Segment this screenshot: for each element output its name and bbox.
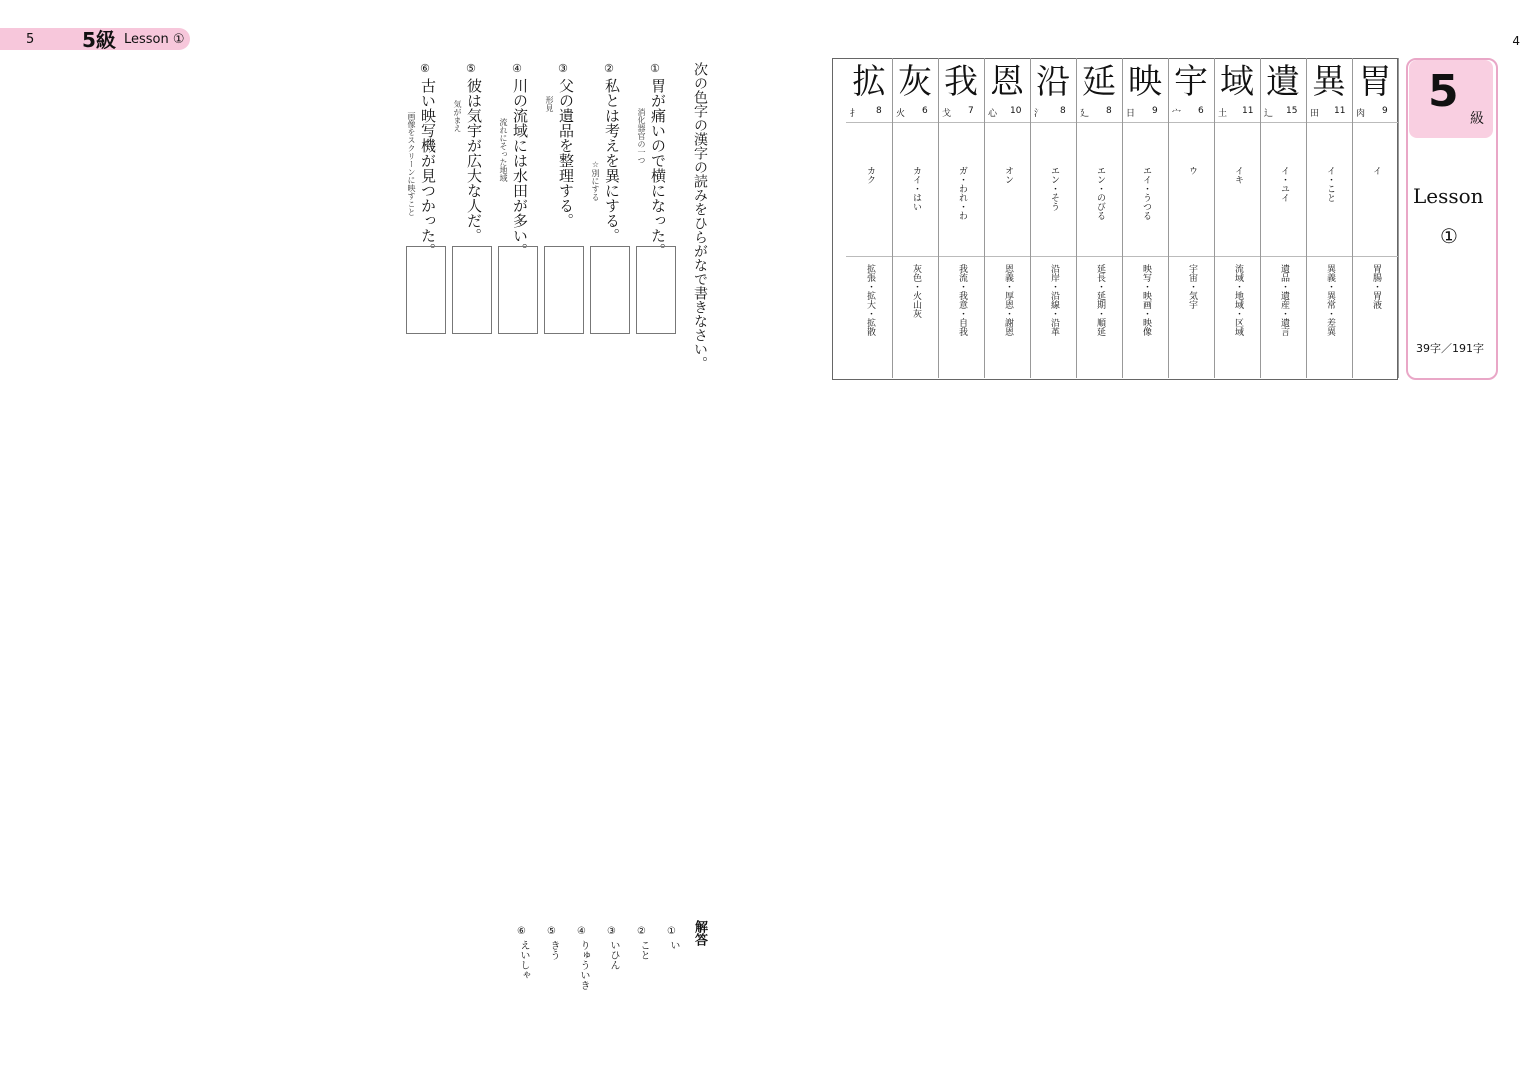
kanji-strokes: 11	[1242, 106, 1254, 116]
kanji-examples: 胃腸・胃液	[1371, 264, 1381, 309]
kanji-radical: 氵	[1034, 109, 1044, 119]
kanji-reading: イ・こと	[1325, 166, 1335, 202]
grade-label: 5級	[82, 28, 116, 52]
answer-key-number: ③	[606, 926, 617, 937]
right-page-number: 4	[1512, 34, 1520, 48]
lesson-count: 39字／191字	[1416, 342, 1484, 355]
kanji-strokes: 8	[1060, 106, 1066, 116]
kanji-radical: 辶	[1264, 109, 1274, 119]
kanji-examples: 拡張・拡大・拡散	[865, 264, 875, 336]
kanji-examples: 延長・延期・順延	[1095, 264, 1105, 336]
kanji-examples: 異義・異常・差異	[1325, 264, 1335, 336]
kanji-examples: 我流・我意・自我	[957, 264, 967, 336]
kanji-char: 灰	[898, 62, 932, 102]
answer-key-text: りゅういき	[578, 940, 589, 990]
kanji-cell	[1260, 58, 1307, 378]
left-page	[0, 0, 760, 1084]
kanji-cell	[1214, 58, 1261, 378]
kanji-char: 映	[1128, 62, 1162, 102]
kanji-cell	[846, 58, 893, 378]
kanji-strokes: 10	[1010, 106, 1022, 116]
lesson-number: ①	[1440, 224, 1458, 248]
question-text: 古い映写機が見つかった。	[419, 78, 437, 258]
answer-box[interactable]	[452, 246, 492, 334]
instruction: 次の色字の漢字の読みをひらがなで書きなさい。	[692, 62, 708, 370]
kanji-examples: 流域・地域・区域	[1233, 264, 1243, 336]
kanji-char: 沿	[1036, 62, 1070, 102]
kanji-strokes: 8	[1106, 106, 1112, 116]
kanji-strokes: 6	[922, 106, 928, 116]
question-text: 父の遺品を整理する。	[557, 78, 575, 228]
kanji-char: 我	[944, 62, 978, 102]
kanji-examples: 遺品・遺産・遺言	[1279, 264, 1289, 336]
question-text: 私とは考えを異にする。	[603, 78, 621, 243]
kanji-cell	[1076, 58, 1123, 378]
kanji-strokes: 6	[1198, 106, 1204, 116]
right-page	[776, 0, 1536, 1084]
kanji-radical: 火	[896, 109, 906, 119]
kanji-cell	[984, 58, 1031, 378]
kanji-reading: エイ・うつる	[1141, 166, 1151, 220]
question-note: 形見	[545, 96, 554, 112]
question-note: 流れにそった地域	[499, 118, 508, 182]
kanji-cell	[1352, 58, 1399, 378]
answer-key-text: えいしゃ	[518, 940, 529, 980]
question-note: 画像をスクリーンに映すこと	[407, 112, 416, 216]
kanji-char: 遺	[1266, 62, 1300, 102]
kanji-radical: 宀	[1172, 109, 1182, 119]
question-text: 胃が痛いので横になった。	[649, 78, 667, 258]
answer-box[interactable]	[590, 246, 630, 334]
question-number: ⑤	[466, 62, 476, 75]
kanji-cell	[1122, 58, 1169, 378]
kanji-strokes: 7	[968, 106, 974, 116]
answer-box[interactable]	[498, 246, 538, 334]
kanji-strokes: 9	[1152, 106, 1158, 116]
question-text: 彼は気宇が広大な人だ。	[465, 78, 483, 243]
kanji-radical: 心	[988, 109, 998, 119]
grade-number: 5	[1428, 66, 1459, 117]
answer-box[interactable]	[544, 246, 584, 334]
kanji-strokes: 8	[876, 106, 882, 116]
kanji-cell	[1306, 58, 1353, 378]
answer-key-text: こと	[638, 940, 649, 960]
question-note: 気がまえ	[453, 100, 462, 132]
kanji-cell	[938, 58, 985, 378]
kanji-examples: 宇宙・気宇	[1187, 264, 1197, 309]
left-page-number: 5	[26, 32, 35, 47]
answer-key-number: ①	[666, 926, 677, 937]
kanji-char: 延	[1082, 62, 1116, 102]
kanji-examples: 恩義・厚恩・謝恩	[1003, 264, 1013, 336]
kanji-strokes: 15	[1286, 106, 1298, 116]
kanji-reading: ウ	[1187, 166, 1197, 175]
answer-key-text: いひん	[608, 940, 619, 970]
kanji-char: 域	[1220, 62, 1254, 102]
kanji-char: 恩	[990, 62, 1024, 102]
question-number: ③	[558, 62, 568, 75]
kanji-radical: 土	[1218, 109, 1228, 119]
kanji-radical: 田	[1310, 109, 1320, 119]
kanji-reading: イ	[1371, 166, 1381, 175]
kanji-char: 拡	[852, 62, 886, 102]
kanji-reading: カク	[865, 166, 875, 184]
answer-key-number: ⑥	[516, 926, 527, 937]
lesson-word: Lesson	[1413, 184, 1484, 208]
kanji-reading: エン・そう	[1049, 166, 1059, 211]
kanji-cell	[892, 58, 939, 378]
question-note: ☆別にする	[591, 160, 600, 201]
kanji-reading: オン	[1003, 166, 1013, 184]
answer-box[interactable]	[406, 246, 446, 334]
kanji-examples: 映写・映画・映像	[1141, 264, 1151, 336]
lesson-label: Lesson ①	[124, 32, 185, 47]
answer-key-number: ④	[576, 926, 587, 937]
answers-label: 解答	[692, 920, 707, 946]
answer-box[interactable]	[636, 246, 676, 334]
question-number: ②	[604, 62, 614, 75]
kanji-reading: ガ・われ・わ	[957, 166, 967, 220]
kanji-char: 異	[1312, 62, 1346, 102]
kanji-reading: イ・ユイ	[1279, 166, 1289, 202]
question-text: 川の流域には水田が多い。	[511, 78, 529, 258]
kanji-radical: 扌	[850, 109, 860, 119]
question-note: 消化器官の一つ	[637, 108, 646, 164]
kanji-strokes: 11	[1334, 106, 1346, 116]
kanji-cell	[1030, 58, 1077, 378]
kanji-radical: 肉	[1356, 109, 1366, 119]
kanji-char: 胃	[1358, 62, 1392, 102]
kanji-reading: イキ	[1233, 166, 1243, 184]
kanji-reading: カイ・はい	[911, 166, 921, 211]
answer-key-number: ②	[636, 926, 647, 937]
answer-key-text: きう	[548, 940, 559, 960]
kanji-radical: 日	[1126, 109, 1136, 119]
kanji-strokes: 9	[1382, 106, 1388, 116]
kanji-char: 宇	[1174, 62, 1208, 102]
kanji-examples: 灰色・火山灰	[911, 264, 921, 318]
answer-key-number: ⑤	[546, 926, 557, 937]
kanji-cell	[1168, 58, 1215, 378]
answer-key-text: い	[668, 940, 679, 950]
grade-kyu: 級	[1470, 111, 1484, 127]
question-number: ④	[512, 62, 522, 75]
kanji-reading: エン・のびる	[1095, 166, 1105, 220]
kanji-examples: 沿岸・沿線・沿革	[1049, 264, 1059, 336]
question-number: ⑥	[420, 62, 430, 75]
kanji-radical: 戈	[942, 109, 952, 119]
question-number: ①	[650, 62, 660, 75]
kanji-radical: 廴	[1080, 109, 1090, 119]
